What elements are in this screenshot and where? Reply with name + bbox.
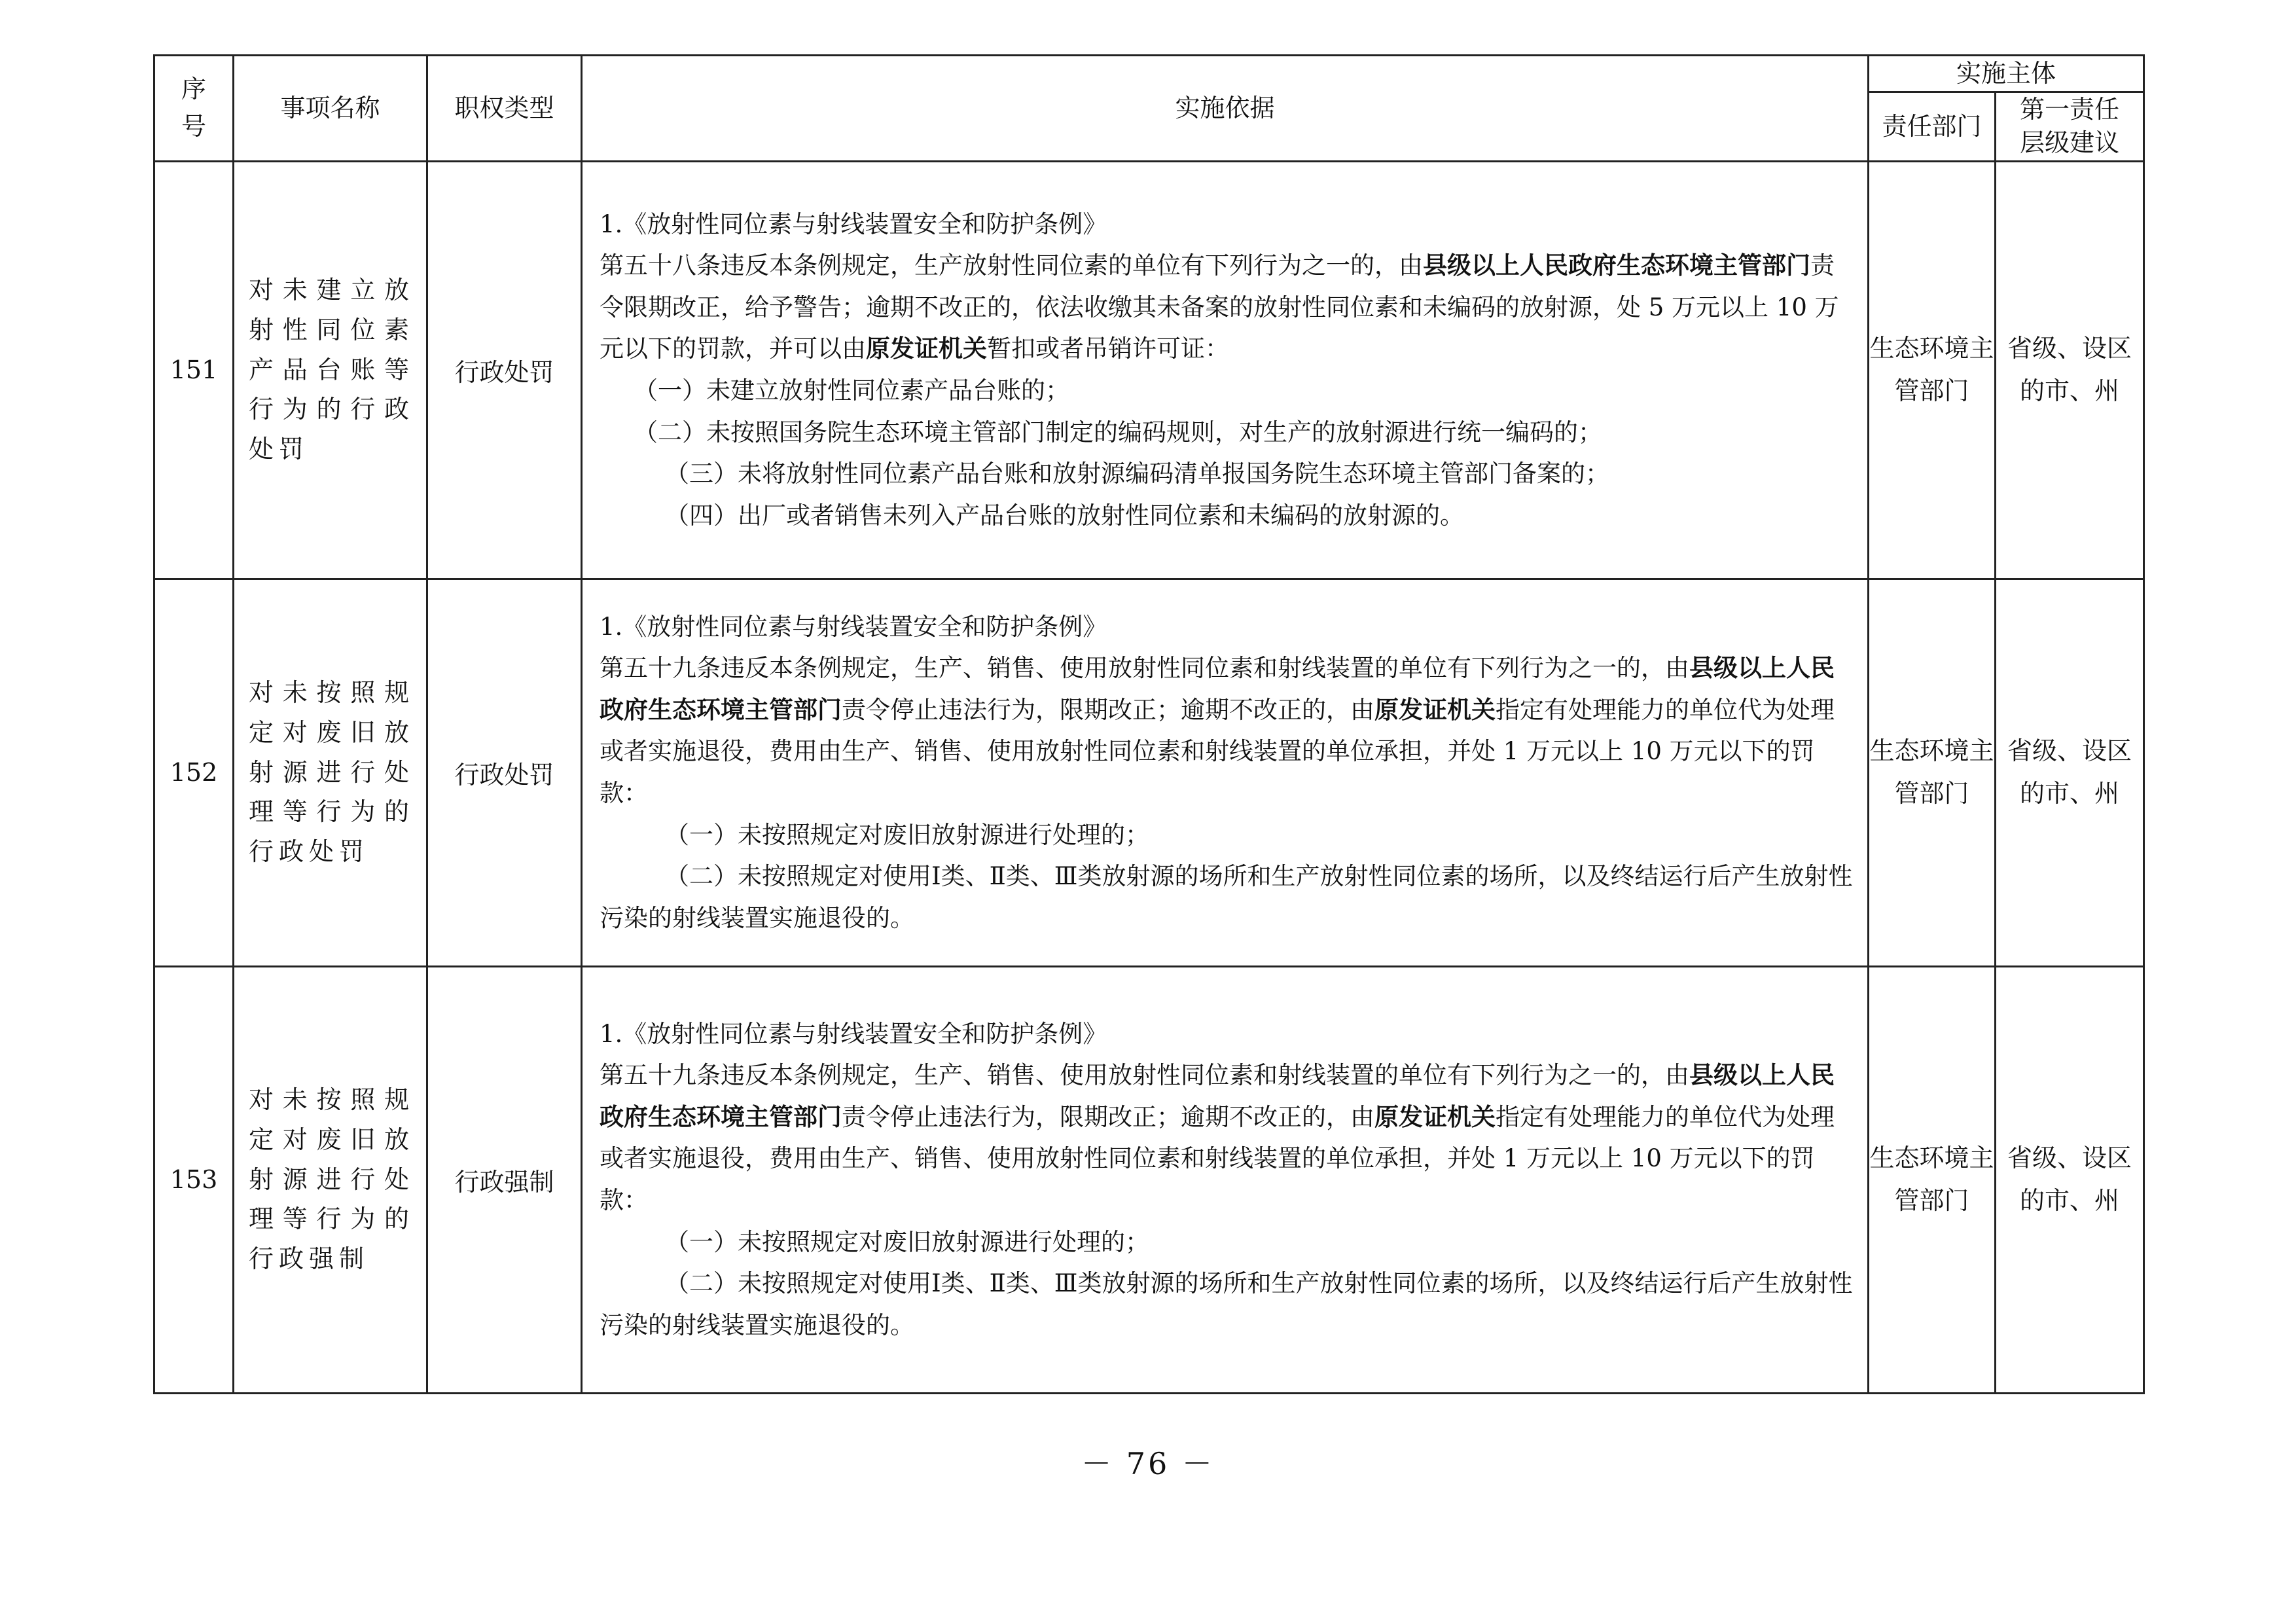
- page-number: － 76 －: [1081, 1446, 1215, 1481]
- law-title: 1.《放射性同位素与射线装置安全和防护条例》: [600, 209, 1107, 238]
- list-item: （二）未按照规定对使用Ⅰ类、Ⅱ类、Ⅲ类放射源的场所和生产放射性同位素的场所，以及终结运行后产生放射性污染的射线装置实施退役的。: [600, 862, 1853, 932]
- header-subject: 实施主体: [1869, 56, 2144, 92]
- row-number: 153: [154, 966, 234, 1393]
- list-item: （一）未按照规定对废旧放射源进行处理的；: [665, 820, 1149, 849]
- list-item: （二）未按照国务院生态环境主管部门制定的编码规则，对生产的放射源进行统一编码的；: [634, 418, 1602, 446]
- item-name: 对未建立放射性同位素产品台账等行为的行政处罚: [234, 161, 427, 579]
- header-basis: 实施依据: [582, 56, 1869, 162]
- responsible-dept: 生态环境主管部门: [1869, 966, 1996, 1393]
- emphasis-authority: 县级以上人民政府生态环境主管部门: [1423, 251, 1810, 280]
- table-row: [154, 966, 2144, 1393]
- header-power-type: 职权类型: [427, 56, 582, 162]
- basis-text: [582, 966, 1869, 1393]
- header-seq: 序号: [154, 56, 234, 162]
- law-title: 1.《放射性同位素与射线装置安全和防护条例》: [600, 1019, 1107, 1048]
- item-name: 对未按照规定对废旧放射源进行处理等行为的行政处罚: [234, 579, 427, 966]
- list-item: （一）未按照规定对废旧放射源进行处理的；: [665, 1227, 1149, 1256]
- authority-list-table: [153, 54, 2145, 1394]
- basis-text: [582, 161, 1869, 579]
- row-number: 151: [154, 161, 234, 579]
- list-item: （三）未将放射性同位素产品台账和放射源编码清单报国务院生态环境主管部门备案的；: [665, 460, 1609, 488]
- table-row: [154, 161, 2144, 579]
- header-item-name: 事项名称: [234, 56, 427, 162]
- item-name: 对未按照规定对废旧放射源进行处理等行为的行政强制: [234, 966, 427, 1393]
- table-row: [154, 579, 2144, 966]
- responsibility-level: 省级、设区的市、州: [1996, 966, 2144, 1393]
- emphasis-issuer: 原发证机关: [1374, 1102, 1496, 1131]
- row-number: 152: [154, 579, 234, 966]
- basis-text: [582, 579, 1869, 966]
- power-type: 行政处罚: [427, 161, 582, 579]
- list-item: （一）未建立放射性同位素产品台账的；: [634, 376, 1069, 405]
- law-title: 1.《放射性同位素与射线装置安全和防护条例》: [600, 612, 1107, 641]
- power-type: 行政强制: [427, 966, 582, 1393]
- header-level: 第一责任层级建议: [1996, 92, 2144, 162]
- responsible-dept: 生态环境主管部门: [1869, 579, 1996, 966]
- responsible-dept: 生态环境主管部门: [1869, 161, 1996, 579]
- basis-paragraph: 第五十九条违反本条例规定，生产、销售、使用放射性同位素和射线装置的单位有下列行为之一的，由县级以上人民政府生态环境主管部门责令停止违法行为，限期改正；逾期不改正的，由原发证机关指定有处理能力的单位代为处理或者实施退役，费用由生产、销售、使用放射性同位素和射线装置的单位承担，并处 1 万元以上 10 万元以下的罚款：: [600, 1061, 1835, 1215]
- header-dept: 责任部门: [1869, 92, 1996, 162]
- emphasis-issuer: 原发证机关: [866, 334, 987, 363]
- emphasis-issuer: 原发证机关: [1374, 695, 1496, 724]
- responsibility-level: 省级、设区的市、州: [1996, 161, 2144, 579]
- basis-paragraph: 第五十九条违反本条例规定，生产、销售、使用放射性同位素和射线装置的单位有下列行为之一的，由县级以上人民政府生态环境主管部门责令停止违法行为，限期改正；逾期不改正的，由原发证机关指定有处理能力的单位代为处理或者实施退役，费用由生产、销售、使用放射性同位素和射线装置的单位承担，并处 1 万元以上 10 万元以下的罚款：: [600, 654, 1835, 808]
- responsibility-level: 省级、设区的市、州: [1996, 579, 2144, 966]
- emphasis-authority: 县级以上人民政府生态环境主管部门: [600, 654, 1835, 724]
- list-item: （二）未按照规定对使用Ⅰ类、Ⅱ类、Ⅲ类放射源的场所和生产放射性同位素的场所，以及终结运行后产生放射性污染的射线装置实施退役的。: [600, 1269, 1853, 1339]
- emphasis-authority: 县级以上人民政府生态环境主管部门: [600, 1061, 1835, 1131]
- power-type: 行政处罚: [427, 579, 582, 966]
- list-item: （四）出厂或者销售未列入产品台账的放射性同位素和未编码的放射源的。: [665, 501, 1464, 530]
- basis-paragraph: 第五十八条违反本条例规定，生产放射性同位素的单位有下列行为之一的，由县级以上人民政府生态环境主管部门责令限期改正，给予警告；逾期不改正的，依法收缴其未备案的放射性同位素和未编码的放射源，处 5 万元以上 10 万元以下的罚款，并可以由原发证机关暂扣或者吊销许可证：: [600, 251, 1839, 363]
